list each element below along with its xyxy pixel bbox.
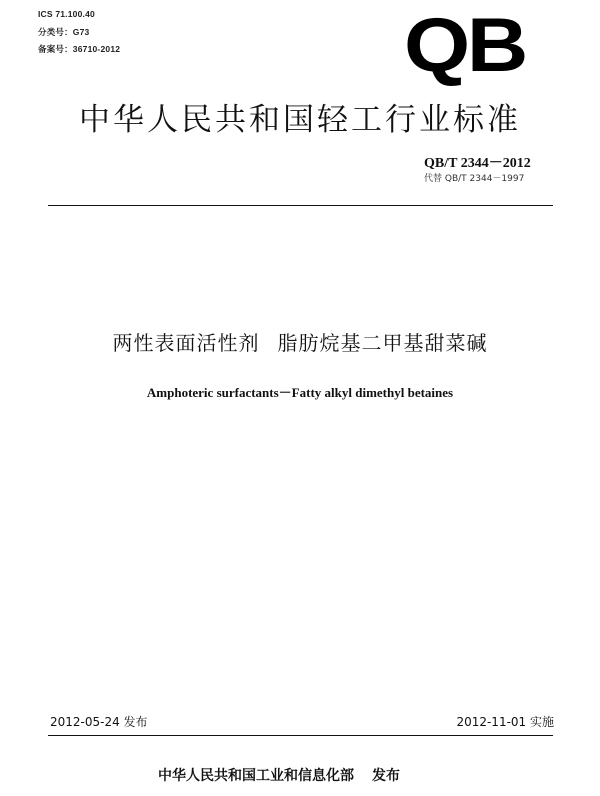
document-title-en: Amphoteric surfactants－Fatty alkyl dimethyl betaines — [146, 385, 454, 400]
standard-number: QB/T 2344－2012 — [424, 156, 531, 171]
publisher-action: 发布 — [372, 768, 400, 784]
classification-number: 分类号：G73 — [38, 27, 90, 37]
publisher-name: 中华人民共和国工业和信息化部 — [158, 768, 354, 784]
document-title-zh — [0, 327, 600, 356]
ics-code: ICS 71.100.40 — [38, 9, 95, 19]
record-number: 备案号：36710-2012 — [38, 44, 121, 54]
document-title-zh-part1: 两性表面活性剂 — [112, 331, 260, 355]
replaced-standard: 代替 QB/T 2344－1997 — [424, 174, 525, 184]
standard-title: 中华人民共和国轻工行业标准 — [79, 102, 521, 138]
publisher-line — [158, 765, 400, 785]
implementation-date: 2012-11-01 实施 — [456, 715, 554, 729]
document-title-zh-part2: 脂肪烷基二甲基甜菜碱 — [277, 331, 488, 355]
top-divider — [48, 205, 553, 206]
qb-logo: QB — [404, 3, 525, 88]
bottom-divider — [48, 735, 553, 736]
issue-date: 2012-05-24 发布 — [50, 715, 148, 729]
